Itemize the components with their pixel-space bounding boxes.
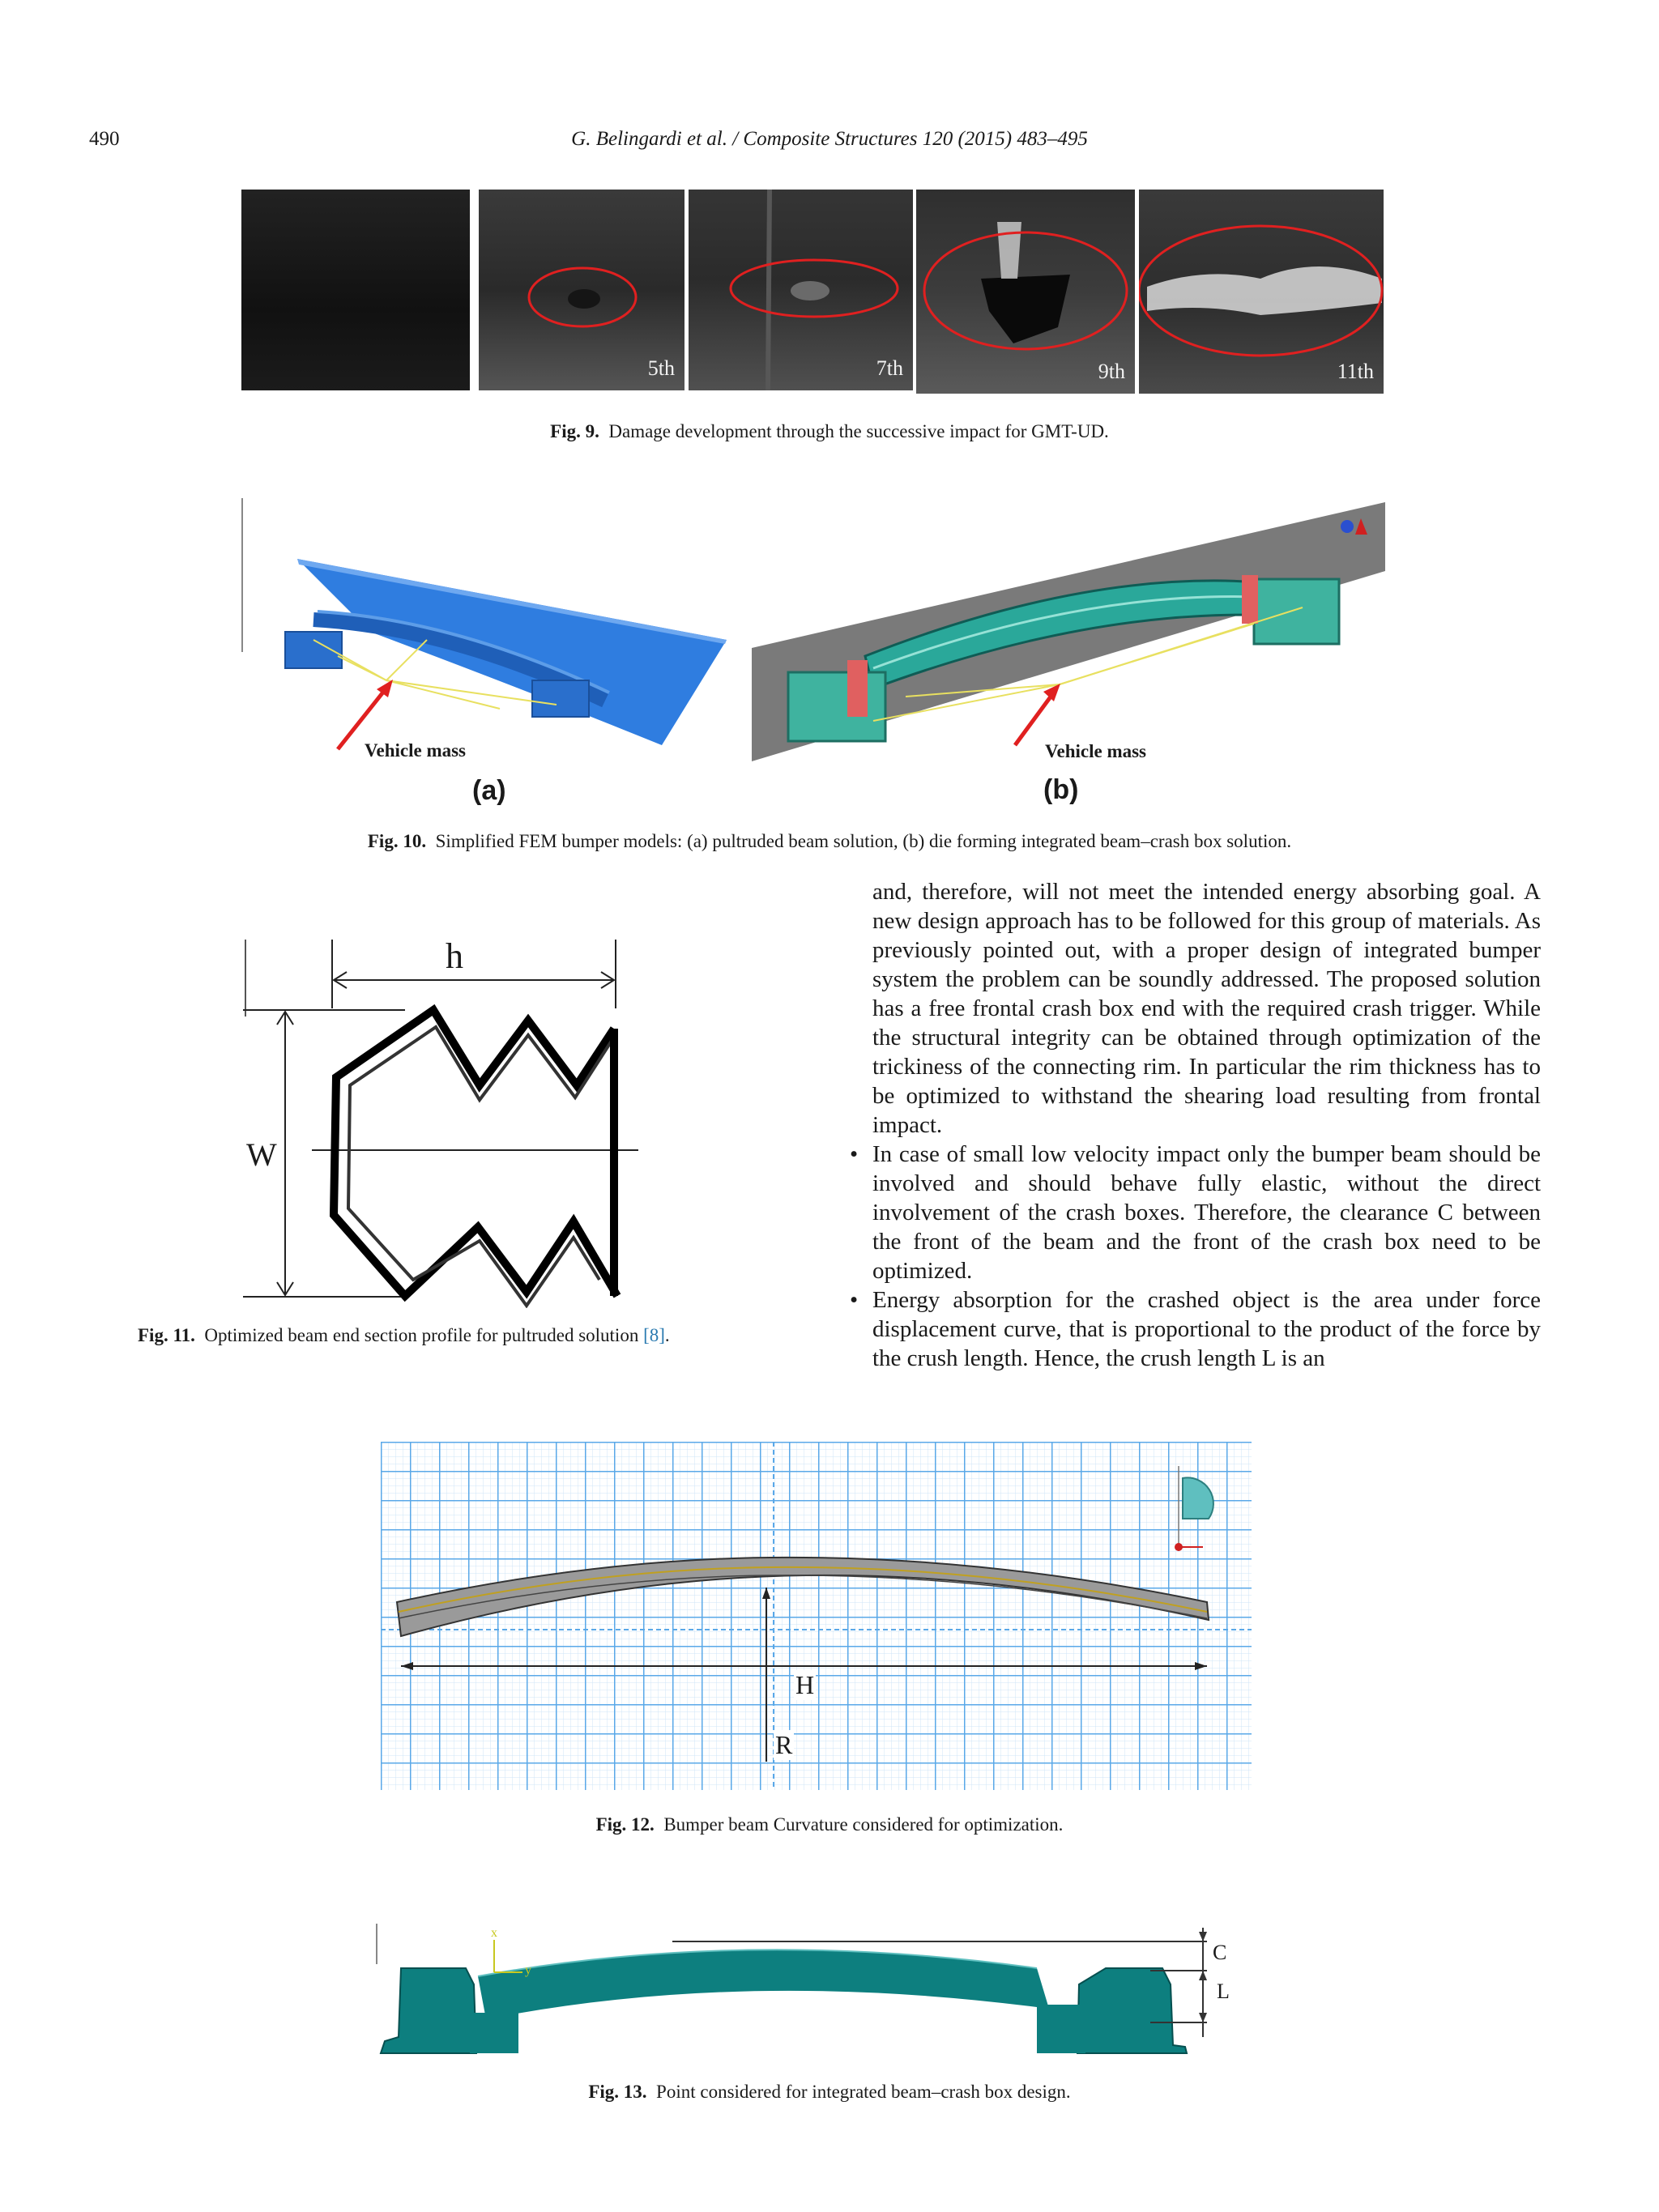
fig12-caption-label: Fig. 12.: [595, 1814, 655, 1835]
fig10-vehicle-mass-label-b: Vehicle mass: [1045, 741, 1147, 761]
fig13-caption-text: Point considered for integrated beam–crash box design.: [656, 2082, 1071, 2102]
fig9-frame-4: [916, 190, 1135, 394]
fig9-frame-tag: 7th: [876, 356, 903, 380]
fig11-caption-text: Optimized beam end section profile for pultruded solution: [204, 1325, 639, 1345]
fig10-panel-a-label: (a): [472, 775, 506, 806]
fig12-dim-R: R: [775, 1730, 793, 1759]
fig10-panel-a-model: [241, 498, 739, 769]
fig9-frame-3: [689, 190, 913, 390]
fig9-frame-tag: 11th: [1337, 360, 1374, 383]
body-bullet-list: [850, 1140, 1541, 1373]
bullet-icon: •: [850, 1287, 859, 1313]
fig9-frame-tag: 5th: [647, 356, 675, 380]
fig13-axis-x: x: [491, 1926, 497, 1940]
body-paragraph: and, therefore, will not meet the intended energy absorbing goal. A new design approach has to be followed for this group of materials. As previously pointed out, with a proper design of integrated bumper system the problem can be soundly addressed. The proposed solution has a free frontal crash box end with the required crash trigger. While the structural integrity can be obtained through optimization of the trickiness of the connecting rim. In particular the rim thickness has to be optimized to withstand the shearing load resulting from frontal impact.: [872, 879, 1541, 1138]
fig12-dim-H: H: [795, 1670, 815, 1699]
fig11-dim-w: W: [246, 1136, 277, 1173]
body-bullet-item: [850, 1285, 1541, 1373]
fig11-caption-end: .: [664, 1325, 670, 1345]
fig12-caption-text: Bumper beam Curvature considered for optimization.: [663, 1814, 1064, 1835]
fig9-caption-label: Fig. 9.: [550, 421, 599, 441]
fig11-caption: [138, 1325, 670, 1346]
fig13-axis-y: y: [525, 1963, 531, 1977]
fig12-caption: [0, 1814, 1659, 1835]
fig10-caption-label: Fig. 10.: [367, 831, 427, 851]
fig9-caption-text: Damage development through the successive impact for GMT-UD.: [608, 421, 1109, 441]
running-head: G. Belingardi et al. / Composite Structures 120 (2015) 483–495: [571, 128, 1088, 150]
fig10-panel-b-model: [752, 502, 1385, 765]
fig12-beam-curvature: [381, 1442, 1252, 1790]
fig11-dim-h: h: [446, 936, 463, 976]
page-number: 490: [89, 128, 120, 150]
fig9-caption: [0, 421, 1659, 442]
fig10-caption-text: Simplified FEM bumper models: (a) pultruded beam solution, (b) die forming integrated beam–crash box solution.: [435, 831, 1292, 851]
fig9-frame-2: [479, 190, 684, 390]
fig9-frame-5: [1139, 190, 1384, 394]
body-bullet-text: In case of small low velocity impact only the bumper beam should be involved and should behave fully elastic, without the direct involvement of the crash boxes. Therefore, the clearance C between the front of the beam and the front of the crash box need to be optimized.: [872, 1141, 1541, 1284]
fig11-section-profile: [243, 940, 648, 1308]
bullet-icon: •: [850, 1141, 859, 1167]
fig13-integrated-design: [373, 1924, 1264, 2065]
fig10-caption: [0, 831, 1659, 852]
fig11-caption-ref-link[interactable]: [8]: [643, 1325, 665, 1345]
fig10-panel-b-label: (b): [1043, 774, 1079, 805]
body-text-column: [850, 877, 1541, 1373]
body-bullet-item: [850, 1140, 1541, 1285]
fig10-vehicle-mass-label-a: Vehicle mass: [365, 740, 467, 761]
fig13-caption: [0, 2082, 1659, 2103]
fig13-dim-L: L: [1217, 1980, 1230, 2003]
fig13-caption-label: Fig. 13.: [588, 2082, 647, 2102]
fig13-dim-C: C: [1213, 1941, 1227, 1964]
fig11-caption-label: Fig. 11.: [138, 1325, 195, 1345]
body-bullet-text: Energy absorption for the crashed object is the area under force displacement curve, that is proportional to the product of the force by the crush length. Hence, the crush length L is an: [872, 1287, 1541, 1371]
fig9-frame-1: [241, 190, 470, 390]
fig9-frame-tag: 9th: [1098, 360, 1125, 383]
